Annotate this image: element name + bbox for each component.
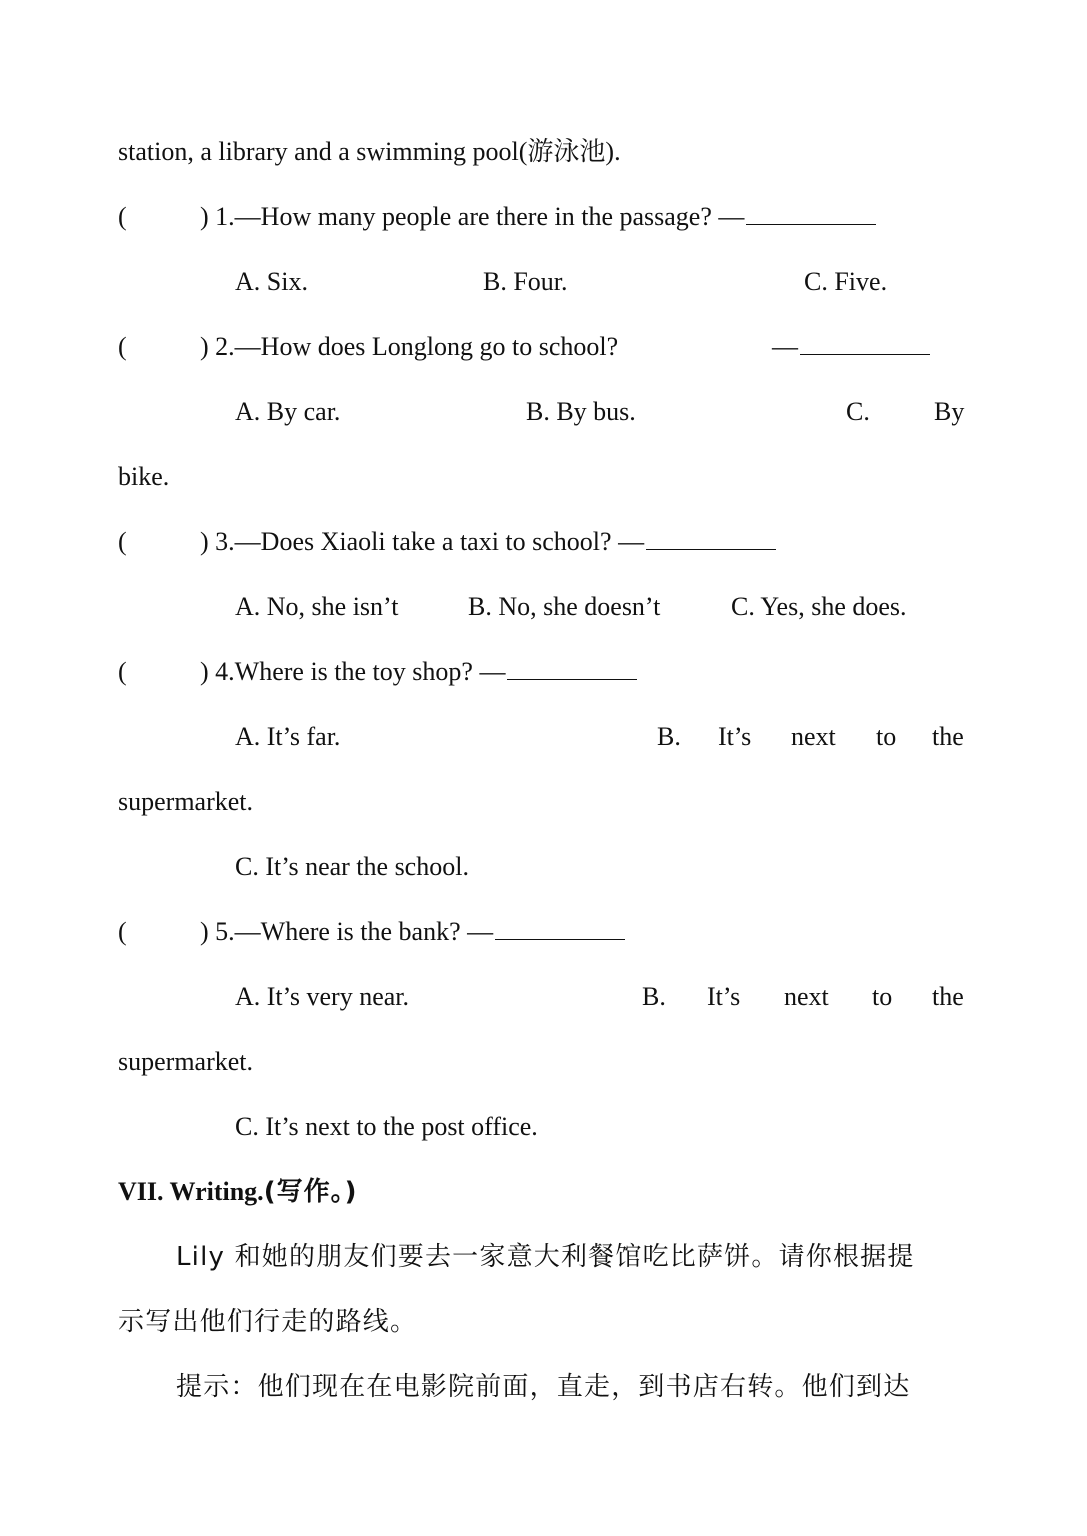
option-a: A. By car. [235, 397, 341, 426]
answer-blank[interactable] [800, 353, 930, 355]
option-b-word: B. [657, 722, 681, 751]
question-num: 2. [215, 332, 235, 361]
option-c: C. It’s near the school. [235, 852, 469, 881]
answer-bracket-open: ( [118, 527, 127, 556]
answer-bracket-open: ( [118, 332, 127, 361]
writing-prompt-line-1: Lily 和她的朋友们要去一家意大利餐馆吃比萨饼。请你根据提 [176, 1242, 915, 1272]
question-text: Where is the toy shop? — [234, 657, 506, 686]
question-num: 1. [215, 202, 235, 231]
writing-hint-line-1: 提示：他们现在在电影院前面，直走，到书店右转。他们到达 [176, 1372, 911, 1402]
section-heading-cn: (写作。) [263, 1177, 358, 1207]
question-text: —Where is the bank? — [234, 917, 494, 946]
answer-blank[interactable] [646, 548, 776, 550]
option-a: A. It’s far. [235, 722, 341, 751]
question-text: —How does Longlong go to school? [234, 332, 619, 361]
option-c: C. Five. [804, 267, 888, 296]
option-b-word: It’s [718, 722, 752, 751]
option-a: A. No, she isn’t [235, 592, 399, 621]
answer-bracket-open: ( [118, 657, 127, 686]
answer-blank[interactable] [507, 678, 637, 680]
option-c: C. Yes, she does. [731, 592, 907, 621]
section-heading [118, 1176, 357, 1208]
answer-bracket-open: ( [118, 917, 127, 946]
passage-tail: station, a library and a swimming pool(游泳池). [118, 137, 621, 166]
option-b-word: next [791, 722, 836, 751]
question-num: 4. [215, 657, 235, 686]
option-c: C. It’s next to the post office. [235, 1112, 538, 1141]
answer-bracket-close: ) [200, 657, 209, 686]
answer-bracket-close: ) [200, 332, 209, 361]
option-b-word: to [876, 722, 897, 751]
option-c-word: By [934, 397, 965, 426]
answer-bracket-open: ( [118, 202, 127, 231]
question-number-3 [200, 526, 776, 558]
writing-prompt-line-2: 示写出他们行走的路线。 [118, 1307, 418, 1337]
question-number-1 [200, 201, 876, 233]
option-a: A. It’s very near. [235, 982, 410, 1011]
option-b-word: the [932, 982, 964, 1011]
option-b: B. By bus. [526, 397, 636, 426]
question-text: —Does Xiaoli take a taxi to school? — [234, 527, 645, 556]
answer-blank[interactable] [495, 938, 625, 940]
question-text: —How many people are there in the passage? — [234, 202, 745, 231]
option-b-word: B. [642, 982, 666, 1011]
option-b-word: It’s [707, 982, 741, 1011]
option-a: A. Six. [235, 267, 308, 296]
dash: — [772, 332, 798, 361]
answer-bracket-close: ) [200, 917, 209, 946]
question-number-2 [200, 331, 618, 363]
option-b-word: to [872, 982, 893, 1011]
option-c-continued: bike. [118, 462, 170, 491]
option-b-continued: supermarket. [118, 787, 254, 816]
question-num: 5. [215, 917, 235, 946]
question-num: 3. [215, 527, 235, 556]
question-number-4 [200, 656, 637, 688]
question-number-5 [200, 916, 625, 948]
option-b: B. No, she doesn’t [468, 592, 661, 621]
answer-bracket-close: ) [200, 202, 209, 231]
option-b: B. Four. [483, 267, 568, 296]
section-heading-en: VII. Writing. [118, 1177, 264, 1206]
passage-text [118, 136, 621, 168]
option-b-continued: supermarket. [118, 1047, 254, 1076]
answer-bracket-close: ) [200, 527, 209, 556]
answer-blank[interactable] [746, 223, 876, 225]
option-b-word: the [932, 722, 964, 751]
option-b-word: next [784, 982, 829, 1011]
answer-dash [772, 331, 930, 363]
option-c-letter: C. [846, 397, 870, 426]
